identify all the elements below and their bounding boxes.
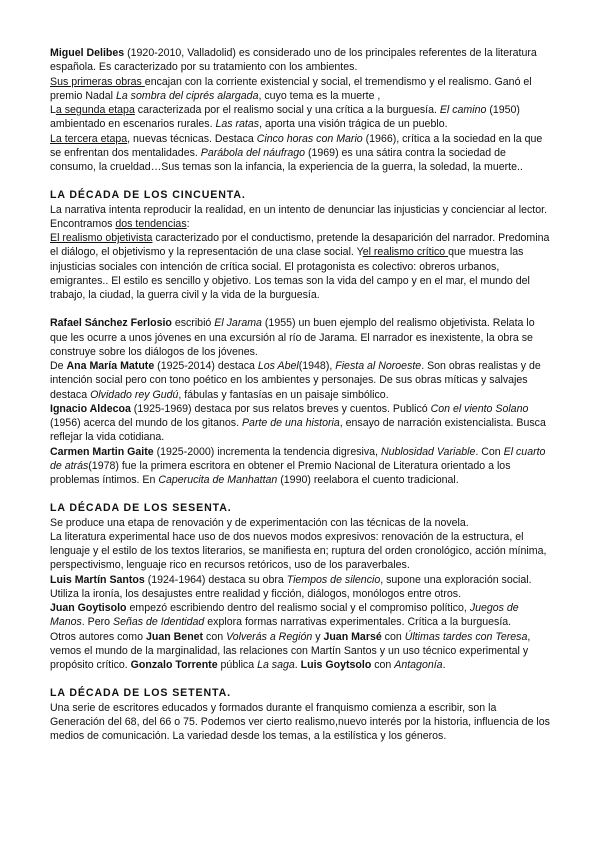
work-title: Señas de Identidad: [113, 616, 205, 629]
work-title: Olvidado rey Gudú: [90, 388, 179, 401]
goytisolo-paragraph: Juan Goytisolo empezó escribiendo dentro del realismo social y el compromiso político, Juegos de Manos. Pero Señas de Identidad explora formas narrativas experimentales. Crítica a la burguesía.: [50, 602, 519, 629]
section-heading-setenta: LA DÉCADA DE LOS SETENTA.: [50, 687, 232, 700]
section-heading-sesenta: LA DÉCADA DE LOS SESENTA.: [50, 502, 232, 515]
author-name: Ignacio Aldecoa: [50, 402, 131, 415]
work-title: Con el viento Solano: [430, 402, 529, 415]
work-title: Parte de una historia: [241, 417, 340, 429]
cincuenta-intro-paragraph: La narrativa intenta reproducir la realidad, en un intento de denunciar las injusticias y concienciar al lector. Encontramos dos tendencias:: [50, 203, 548, 230]
section-spacer: [50, 174, 550, 188]
author-name: Luis Martín Santos: [50, 573, 145, 586]
author-name: Juan Marsé: [323, 630, 382, 643]
work-title: Parábola del náufrago: [200, 146, 306, 159]
work-title: El cuarto de atrás: [50, 445, 546, 472]
work-title: Cinco horas con Mario: [256, 132, 363, 145]
work-title: La saga: [257, 659, 295, 671]
delibes-third-stage-paragraph: La tercera etapa, nuevas técnicas. Destaca Cinco horas con Mario (1966), crítica a la sociedad en la que se enfrentan dos mentalidades. Parábola del náufrago (1969) es una sátira contra la sociedad de consumo, la crueldad…Sus temas son la infancia, la experiencia de la guerra, la soledad, la muerte..: [50, 132, 543, 173]
author-name: Juan Goytisolo: [50, 602, 127, 614]
work-title: Volverás a Región: [226, 630, 313, 643]
author-name: Gonzalo Torrente: [130, 659, 218, 671]
section-spacer: [50, 672, 550, 686]
sesenta-experimental-paragraph: La literatura experimental hace uso de dos nuevos modos expresivos: renovación de la estructura, el lenguaje y el estilo de los textos literarios, se manifiesta en; ruptura del orden cronológico, acción mínima, perspectivismo, lenguaje rico en recursos retóricos, uso de los paraverbales.: [50, 530, 547, 572]
work-title: La sombra del ciprés alargada: [115, 89, 259, 102]
martin-gaite-paragraph: Carmen Martin Gaite (1925-2000) incrementa la tendencia digresiva, Nublosidad Variable. Con El cuarto de atrás(1978) fue la primera escritora en obtener el Premio Nacional de Literatura orientado a los problemas íntimos. En Caperucita de Manhattan (1990) reelabora el cuento tradicional.: [50, 445, 546, 486]
work-title: El camino: [439, 104, 487, 116]
delibes-intro-paragraph: Miguel Delibes (1920-2010, Valladolid) es considerado uno de los principales referentes de la literatura española. Es caracterizado por su tratamiento con los ambientes.: [50, 47, 537, 74]
work-title: El Jarama: [214, 317, 262, 330]
cincuenta-tendencies-paragraph: El realismo objetivista caracterizado por el conductismo, pretende la desaparición del narrador. Predomina el diálogo, el objetivismo y la representación de una clase social. Yel realismo crítico que muestra las injusticias sociales con intención de crítica social. El protagonista es colectivo: obreros urbanos, emigrantes.. El estilo es sencillo y objetivo. Los temas son la vida del campo y en el mar, el mundo del trabajo, la ciudad, la guerra civil y la vida de la burguesía.: [50, 232, 550, 301]
section-spacer: [50, 487, 550, 501]
delibes-first-works-paragraph: Sus primeras obras encajan con la corriente existencial y social, el tremendismo y el realismo. Ganó el premio Nadal La sombra del ciprés alargada, cuyo tema es la muerte ,: [50, 75, 532, 102]
author-name: Ana María Matute: [66, 360, 155, 372]
work-title: Nublosidad Variable: [380, 445, 476, 458]
section-spacer: [50, 302, 550, 316]
delibes-second-stage-paragraph: La segunda etapa caracterizada por el realismo social y una crítica a la burguesía. El camino (1950) ambientado en escenarios rurales. Las ratas, aporta una visión trágica de un pueblo.: [50, 104, 520, 131]
author-name: Luis Goytsolo: [300, 659, 372, 671]
author-name: Miguel Delibes: [50, 47, 125, 59]
work-title: Caperucita de Manhattan: [158, 474, 278, 486]
document-page: [50, 46, 550, 743]
work-title: Antagonía: [394, 659, 443, 671]
work-title: Tiempos de silencio: [286, 573, 381, 586]
martin-santos-paragraph: Luis Martín Santos (1924-1964) destaca su obra Tiempos de silencio, supone una exploración social. Utiliza la ironía, los desajustes entre realidad y ficción, diálogos, monólogos entre otros.: [50, 573, 532, 600]
ferlosio-paragraph: Rafael Sánchez Ferlosio escribió El Jarama (1955) un buen ejemplo del realismo objetivista. Relata lo que les ocurre a unos jóvenes en una excursión al río de Jarama. El narrador es inexistente, la obra se construye sobre los diálogos de los jóvenes.: [50, 317, 535, 358]
aldecoa-paragraph: Ignacio Aldecoa (1925-1969) destaca por sus relatos breves y cuentos. Publicó Con el viento Solano (1956) acerca del mundo de los gitanos. Parte de una historia, ensayo de narración existencialista. Busca reflejar la vida cotidiana.: [50, 402, 546, 444]
work-title: Las ratas: [215, 118, 260, 131]
author-name: Juan Benet: [145, 630, 204, 643]
setenta-paragraph: Una serie de escritores educados y formados durante el franquismo comienza a escribir, son la Generación del 68, del 66 o 75. Podemos ver cierto realismo,nuevo interés por la historia, influencia de los medios de comunicación. La variedad desde los temas, a la estilística y los géneros.: [50, 701, 550, 742]
author-name: Carmen Martin Gaite: [50, 445, 154, 458]
section-heading-cincuenta: LA DÉCADA DE LOS CINCUENTA.: [50, 189, 246, 202]
author-name: Rafael Sánchez Ferlosio: [50, 317, 172, 330]
matute-paragraph: De Ana María Matute (1925-2014) destaca Los Abel(1948), Fiesta al Noroeste. Son obras realistas y de intención social pero con tono poético en los ambientes y personajes. De sus obras míticas y salvajes destaca Olvidado rey Gudú, fábulas y fantasías en un paisaje simbólico.: [50, 360, 541, 401]
work-title: Los Abel: [257, 360, 299, 372]
sesenta-intro-paragraph: Se produce una etapa de renovación y de experimentación con las técnicas de la novela.: [50, 516, 469, 529]
work-title: Últimas tardes con Teresa: [404, 630, 528, 643]
work-title: Fiesta al Noroeste: [335, 360, 422, 372]
otros-autores-paragraph: Otros autores como Juan Benet con Volverás a Región y Juan Marsé con Últimas tardes con Teresa, vemos el mundo de la marginalidad, las relaciones con Martín Santos y un uso técnico experimental y propósito crítico. Gonzalo Torrente pública La saga. Luis Goytsolo con Antagonía.: [50, 630, 531, 671]
work-title: Juegos de Manos: [50, 602, 519, 629]
